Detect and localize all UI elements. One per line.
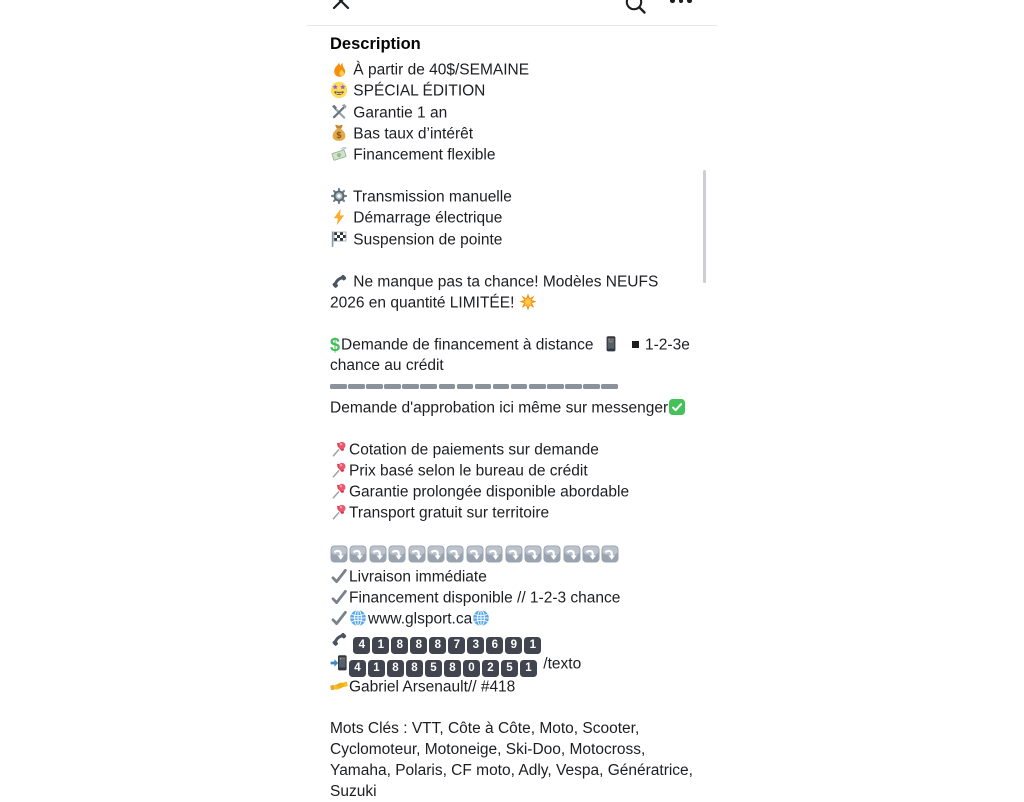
chequered-flag-icon — [330, 230, 348, 248]
dot — [670, 0, 675, 3]
collision-icon — [519, 293, 537, 311]
blank-line — [330, 419, 695, 440]
text-run: www.glsport.ca — [368, 610, 473, 628]
keycap-digit-icon: 1 — [524, 637, 541, 654]
text-run: Suspension de pointe — [349, 231, 503, 248]
gear-icon — [330, 187, 348, 205]
text-run: À partir de 40$/SEMAINE — [349, 61, 530, 79]
keycap-digit-icon: 8 — [429, 637, 446, 654]
description-line — [330, 377, 695, 398]
keycap-digit-icon: 5 — [501, 660, 518, 677]
description-lines — [330, 60, 698, 802]
keycap-digit-icon: 1 — [372, 637, 389, 654]
svg-text:$: $ — [336, 130, 342, 141]
minus-icon — [330, 384, 347, 389]
description-line — [330, 654, 695, 678]
description-line — [330, 60, 695, 81]
phone-receiver-icon — [330, 272, 348, 290]
arrow-curve-down-icon — [446, 545, 464, 563]
text-run: Garantie prolongée disponible abordable — [349, 483, 630, 501]
minus-icon — [475, 384, 492, 389]
hammer-wrench-icon — [330, 103, 348, 121]
arrow-curve-down-icon — [330, 545, 348, 563]
minus-icon — [583, 384, 600, 389]
keycap-digit-icon: 8 — [410, 637, 427, 654]
text-run: Bas taux d’intérêt — [349, 125, 474, 143]
minus-icon — [348, 384, 365, 389]
keycap-digit-icon: 9 — [505, 637, 522, 654]
more-options-icon[interactable] — [670, 0, 696, 6]
small-square-icon — [632, 341, 639, 348]
keycap-digit-icon: 8 — [406, 660, 423, 677]
arrow-curve-down-icon — [369, 545, 387, 563]
description-line — [330, 719, 698, 802]
keycap-digit-icon: 7 — [448, 637, 465, 654]
arrow-curve-down-icon — [427, 545, 445, 563]
minus-icon — [529, 384, 546, 389]
globe-icon — [472, 609, 490, 627]
text-run: /texto — [539, 655, 582, 673]
text-run: 1-2-3e chance au crédit — [330, 336, 695, 374]
blank-line — [330, 166, 695, 187]
keycap-digit-icon: 4 — [349, 660, 366, 677]
description-line — [330, 145, 695, 166]
pushpin-icon — [330, 461, 348, 479]
text-run: Cotation de paiements sur demande — [349, 441, 599, 458]
description-line — [330, 588, 695, 609]
globe-icon — [349, 609, 367, 627]
check-mark-icon — [330, 609, 348, 627]
arrow-curve-down-icon — [524, 545, 542, 563]
description-line — [330, 124, 695, 145]
top-bar — [307, 0, 717, 26]
minus-icon — [384, 384, 401, 389]
keycap-digit-icon: 4 — [353, 637, 370, 654]
description-line — [330, 677, 695, 698]
description-line — [330, 81, 695, 102]
star-struck-icon — [330, 81, 348, 99]
check-mark-icon — [330, 567, 348, 585]
blank-line — [330, 251, 695, 272]
text-run: Livraison immédiate — [349, 568, 487, 585]
text-run: Démarrage électrique — [349, 209, 503, 227]
arrow-curve-down-icon — [601, 545, 619, 563]
search-icon[interactable] — [624, 0, 647, 15]
zap-icon — [330, 208, 348, 226]
arrow-curve-down-icon — [505, 545, 523, 563]
blank-line — [330, 699, 695, 720]
arrow-curve-down-icon — [543, 545, 561, 563]
keycap-digit-icon: 1 — [520, 660, 537, 677]
arrow-curve-down-icon — [408, 545, 426, 563]
keycap-digit-icon: 1 — [368, 660, 385, 677]
minus-icon — [565, 384, 582, 389]
description-line — [330, 630, 695, 654]
listing-detail-panel — [307, 0, 717, 800]
text-run: Financement disponible // 1-2-3 chance — [349, 589, 621, 607]
text-run: Ne manque pas ta chance! Modèles NEUFS 2026 en quantité LIMITÉE! — [330, 273, 663, 312]
blank-line — [330, 525, 695, 546]
text-run — [621, 336, 630, 353]
minus-icon — [601, 384, 618, 389]
arrow-curve-down-icon — [582, 545, 600, 563]
description-line — [330, 272, 695, 315]
dot — [679, 0, 684, 3]
fire-icon — [330, 60, 348, 78]
mobile-phone-icon — [602, 335, 620, 353]
text-run: Financement flexible — [349, 146, 496, 164]
keycap-digit-icon: 8 — [444, 660, 461, 677]
text-run: Transport gratuit sur territoire — [349, 504, 550, 522]
description-heading: Description — [330, 35, 421, 53]
minus-icon — [493, 384, 510, 389]
money-bag-icon — [330, 124, 348, 142]
description-line — [330, 187, 695, 208]
description-line — [330, 482, 695, 503]
description-line — [330, 335, 695, 377]
phone-arrow-icon — [330, 654, 348, 672]
arrow-curve-down-icon — [349, 545, 367, 563]
description-line — [330, 609, 695, 630]
arrow-curve-down-icon — [485, 545, 503, 563]
keycap-digit-icon: 6 — [486, 637, 503, 654]
minus-icon — [366, 384, 383, 389]
keycap-digit-icon: 8 — [387, 660, 404, 677]
check-mark-icon — [330, 588, 348, 606]
description-line — [330, 440, 695, 461]
keycap-digit-icon: 2 — [482, 660, 499, 677]
close-icon[interactable] — [331, 0, 351, 11]
text-run: Transmission manuelle — [349, 188, 512, 206]
description-line — [330, 208, 695, 229]
pushpin-icon — [330, 503, 348, 521]
blank-line — [330, 314, 695, 335]
arrow-curve-down-icon — [563, 545, 581, 563]
text-run: Demande de financement à distance — [341, 336, 603, 354]
minus-icon — [511, 384, 528, 389]
minus-icon — [439, 384, 456, 389]
description-line — [330, 545, 695, 566]
description-section — [307, 26, 717, 802]
arrow-curve-down-icon — [388, 545, 406, 563]
keycap-digit-icon: 8 — [391, 637, 408, 654]
dot — [687, 0, 692, 3]
text-run: Gabriel Arsenault// #418 — [349, 678, 516, 696]
minus-icon — [402, 384, 419, 389]
text-run: Prix basé selon le bureau de crédit — [349, 462, 588, 480]
minus-icon — [457, 384, 474, 389]
text-run: Garantie 1 an — [349, 104, 448, 121]
description-line — [330, 503, 695, 524]
description-line — [330, 567, 695, 588]
check-button-icon — [668, 398, 686, 416]
dollar-sign-icon: $ — [330, 335, 341, 356]
pushpin-icon — [330, 440, 348, 458]
description-line — [330, 461, 695, 482]
handshake-icon — [330, 677, 348, 695]
flying-banknote-icon — [330, 145, 348, 163]
description-line — [330, 398, 695, 419]
text-run: Demande d'approbation ici même sur messenger — [330, 399, 669, 416]
description-line — [330, 103, 695, 124]
minus-icon — [420, 384, 437, 389]
text-run: Mots Clés : VTT, Côte à Côte, Moto, Scooter, Cyclomoteur, Motoneige, Ski-Doo, Motocross, Yamaha, Polaris, CF moto, Adly, Vespa, Génératrice, Suzuki — [330, 720, 698, 800]
arrow-curve-down-icon — [466, 545, 484, 563]
keycap-digit-icon: 0 — [463, 660, 480, 677]
text-run: SPÉCIAL ÉDITION — [349, 82, 486, 100]
description-line — [330, 230, 695, 251]
phone-receiver-icon — [330, 630, 348, 648]
scrollbar-thumb[interactable] — [703, 170, 706, 283]
keycap-digit-icon: 3 — [467, 637, 484, 654]
pushpin-icon — [330, 482, 348, 500]
minus-icon — [547, 384, 564, 389]
keycap-digit-icon: 5 — [425, 660, 442, 677]
